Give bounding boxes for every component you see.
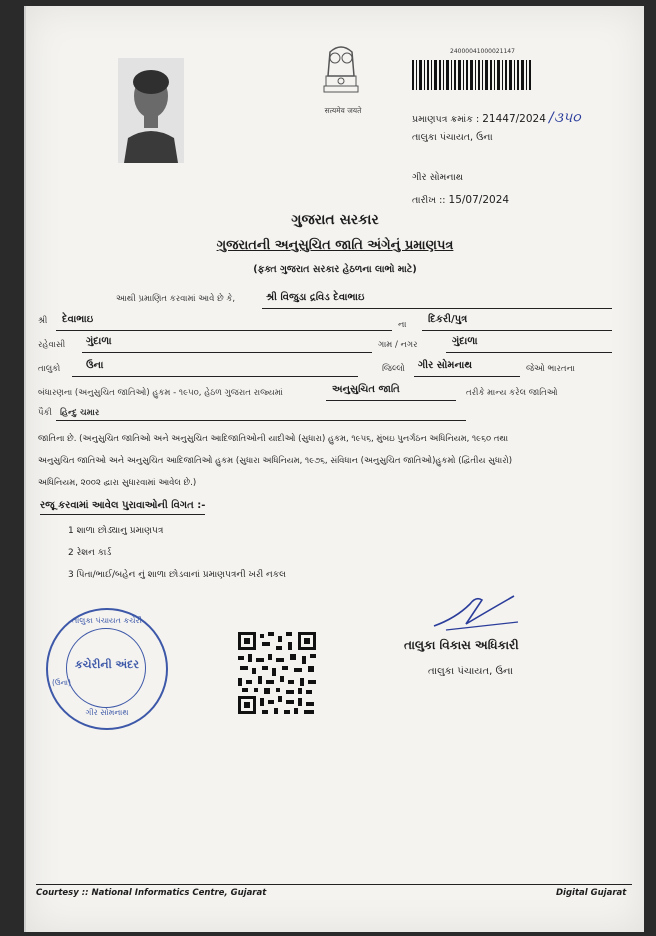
- footer-digital-gujarat: Digital Gujarat: [556, 888, 627, 898]
- legal-para-3: અધિનિયમ, ૨૦૦૨ દ્વારા સુધારવામાં આવેલ છે.): [38, 478, 197, 488]
- national-emblem: [316, 42, 366, 114]
- issue-date-label: તારીખ ::: [412, 195, 446, 206]
- label-resident: રહેવાસી: [38, 340, 66, 350]
- certificate-number: 21447/2024: [482, 113, 546, 125]
- certificate-number-label: પ્રમાણપત્ર ક્રમાંક :: [412, 114, 480, 125]
- issue-date: 15/07/2024: [448, 194, 510, 206]
- qr-code: [236, 630, 318, 716]
- certificate-number-row: [412, 110, 581, 126]
- village2-underline: [446, 352, 612, 353]
- taluka: ઉના: [86, 360, 104, 371]
- seal-side-text: (ઉના): [52, 678, 71, 687]
- seal-center-text: કચેરીની અંદર: [74, 658, 139, 671]
- legal-para-1: જાતિના છે. (અનુસુચિત જાતિઓ અને અનુસુચિત આદિજાતિઓની યાદીઓ (સુધારા) હુકમ, ૧૯૫૬, મુંબઇ પુનર્ગઠન અધિનિયમ, ૧૯૬૦ તથા: [38, 434, 509, 444]
- emblem-motto: सत्यमेव जयते: [324, 106, 362, 115]
- issuing-district: ગીર સોમનાથ: [412, 172, 464, 183]
- seal-bottom-text: ગીર સોમનાથ: [85, 708, 129, 717]
- signature-scribble: [426, 586, 526, 636]
- caste-underline: [56, 420, 466, 421]
- label-which: જેઓ ભારતના: [526, 364, 575, 374]
- recognized-text: તરીકે માન્ય કરેલ જાતિઓ: [466, 388, 558, 398]
- caste: હિન્દુ ચમાર: [60, 408, 100, 418]
- evidence-item: 3 પિતા/ભાઈ/બહેન નું શાળા છોડવાનાં પ્રમાણપત્રની ખરી નકલ: [68, 570, 286, 580]
- name-underline: [262, 308, 612, 309]
- label-district: જિલ્લો: [382, 364, 405, 374]
- label-caste: પૈકી: [38, 408, 52, 418]
- order-text: બંધારણના (અનુસુચિત જાતિઓ) હુકમ - ૧૯૫૦, હેઠળ ગુજરાત રાજ્યમાં: [38, 388, 283, 398]
- label-na: ના: [398, 320, 407, 330]
- relation: દિકરી/પુત્ર: [428, 314, 468, 325]
- handwritten-number: /૩૫૦: [548, 110, 581, 126]
- issuing-office: તાલુકા પંચાયત, ઉના: [412, 132, 493, 143]
- label-village-town: ગામ / નગર: [378, 340, 418, 350]
- applicant-photo: [118, 58, 184, 163]
- intro-text: આથી પ્રમાણિત કરવામાં આવે છે કે,: [116, 294, 236, 304]
- footer-divider: [36, 884, 632, 885]
- caste-category: અનુસુચિત જાતિ: [332, 384, 400, 395]
- district: ગીર સોમનાથ: [418, 360, 473, 371]
- resident-village: ગુંદાળા: [86, 336, 112, 347]
- evidence-heading: રજૂ કરવામાં આવેલ પુરાવાઓની વિગત :-: [40, 500, 205, 515]
- village-town: ગુંદાળા: [452, 336, 478, 347]
- certificate-sheet: [24, 6, 644, 932]
- barcode-number: 24000041000021147: [450, 48, 515, 55]
- barcode: [412, 48, 532, 96]
- label-shri: શ્રી: [38, 316, 48, 326]
- evidence-item: 2 રેશન કાર્ડ: [68, 548, 112, 558]
- applicant-name: શ્રી વિજુડા દ્રવિડ દેવાભાઇ: [266, 292, 365, 303]
- district-underline: [414, 376, 520, 377]
- certificate-subtitle: (ફક્ત ગુજરાત સરકાર હેઠળના લાભો માટે): [253, 264, 417, 275]
- footer-courtesy: Courtesy :: National Informatics Centre, Gujarat: [36, 888, 267, 898]
- father-name: દેવાભાઇ: [62, 314, 94, 325]
- label-taluka: તાલુકો: [38, 364, 61, 374]
- signatory-office: તાલુકા પંચાયત, ઉના: [428, 666, 513, 677]
- taluka-underline: [72, 376, 358, 377]
- village-underline: [82, 352, 372, 353]
- office-seal: [46, 608, 168, 730]
- certificate-title: ગુજરાતની અનુસુચિત જાતિ અંગેનું પ્રમાણપત્ર: [216, 238, 454, 253]
- government-title: ગુજરાત સરકાર: [291, 212, 379, 228]
- category-underline: [326, 400, 456, 401]
- issue-date-row: [412, 194, 509, 206]
- seal-outer-text: તાલુકા પંચાયત કચેરી: [72, 616, 142, 625]
- signatory-designation: તાલુકા વિકાસ અધિકારી: [404, 638, 519, 652]
- father-underline: [56, 330, 392, 331]
- evidence-item: 1 શાળા છોડ્યાનુ પ્રમાણપત્ર: [68, 526, 164, 536]
- legal-para-2: અનુસુચિત જાતિઓ અને અનુસુચિત આદિજાતિઓ હુકમ (સુધારા અધિનિયમ, ૧૯૭૬, સંવિધાન (અનુસુચિત જાતિઓ)હુકમો (દ્વિતીય સુધારો): [38, 456, 513, 466]
- relation-underline: [422, 330, 612, 331]
